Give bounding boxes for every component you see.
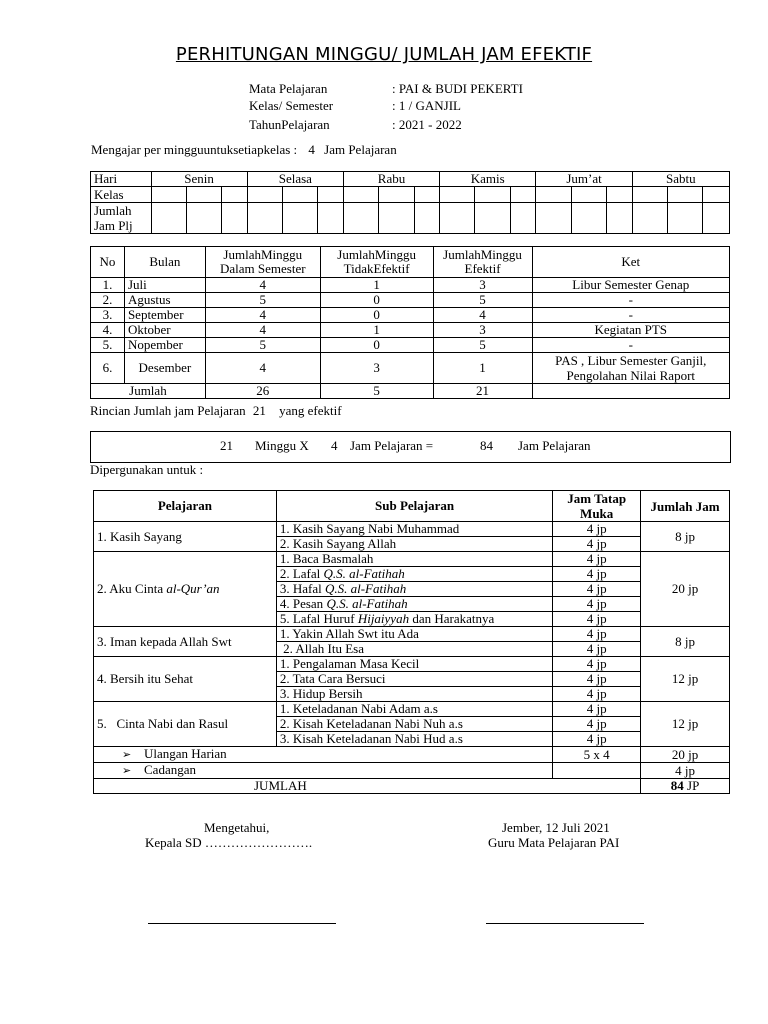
sig-right-line1: Jember, 12 Juli 2021 [502, 820, 610, 835]
formula-jp: 4 [331, 438, 338, 453]
arrow-bullet-icon: ➢ [122, 749, 132, 761]
table-row: 3. Hidup Bersih 4 jp [94, 687, 730, 702]
table-row: 3. Kisah Keteladanan Nabi Hud a.s 4 jp [94, 732, 730, 747]
table-row: 3. September 4 0 4 - [91, 308, 730, 323]
table-row: 6. Desember 4 3 1 PAS , Libur Semester Ganjil, Pengolahan Nilai Raport [91, 353, 730, 384]
schedule-row-jumlah: Jumlah Jam Plj [91, 203, 730, 234]
table-row: 4. Bersih itu Sehat 1. Pengalaman Masa Kecil 4 jp 12 jp [94, 657, 730, 672]
sig-left-line2: Kepala SD ……………………. [145, 835, 313, 850]
rincian-line: Rincian Jumlah jam Pelajaran 21 yang efektif [90, 403, 342, 418]
formula-jp-eq: Jam Pelajaran = [350, 438, 434, 453]
formula-weeks: 21 [220, 438, 233, 453]
table-row: 2. Kisah Keteladanan Nabi Nuh a.s 4 jp [94, 717, 730, 732]
weeks-table [90, 246, 730, 399]
ulangan-row: ➢ Ulangan Harian 5 x 4 20 jp [94, 747, 730, 763]
table-row: 2. Agustus 5 0 5 - [91, 293, 730, 308]
sig-right-line2: Guru Mata Pelajaran PAI [488, 835, 620, 850]
table-row: 5. Cinta Nabi dan Rasul 1. Keteladanan Nabi Adam a.s 4 jp 12 jp [94, 702, 730, 717]
day-header: Selasa [247, 172, 343, 187]
cadangan-row: ➢ Cadangan 4 jp [94, 763, 730, 779]
table-row: 2. Kasih Sayang Allah 4 jp [94, 537, 730, 552]
day-header: Sabtu [632, 172, 729, 187]
day-header: Senin [151, 172, 247, 187]
day-header: Kamis [440, 172, 536, 187]
usage-table [93, 490, 730, 794]
day-header: Jum’at [536, 172, 632, 187]
dipergunakan-label: Dipergunakan untuk : [90, 462, 204, 477]
weeks-total-row: Jumlah 26 5 21 [91, 384, 730, 399]
table-row: 2. Allah Itu Esa 4 jp [94, 642, 730, 657]
day-header: Rabu [343, 172, 439, 187]
table-row: 2. Aku Cinta al-Qur’an 1. Baca Basmalah 4 jp 20 jp [94, 552, 730, 567]
table-row: 5. Lafal Huruf Hijaiyyah dan Harakatnya 4 jp [94, 612, 730, 627]
meta-mata-pelajaran: Mata Pelajaran : PAI & BUDI PEKERTI [249, 81, 523, 96]
arrow-bullet-icon: ➢ [122, 765, 132, 777]
schedule-row-hari: Hari Senin Selasa Rabu Kamis Jum’at Sabtu [91, 172, 730, 187]
jumlah-row: JUMLAH 84 JP [94, 779, 730, 794]
table-row: 3. Hafal Q.S. al-Fatihah 4 jp [94, 582, 730, 597]
weeks-header-row: No Bulan JumlahMinggu Dalam Semester JumlahMinggu TidakEfektif JumlahMinggu Efektif Ket [91, 247, 730, 278]
formula-unit: Jam Pelajaran [518, 438, 591, 453]
page-title: PERHITUNGAN MINGGU/ JUMLAH JAM EFEKTIF [175, 44, 593, 65]
meta-kelas-semester: Kelas/ Semester : 1 / GANJIL [249, 98, 461, 113]
table-row: 4. Oktober 4 1 3 Kegiatan PTS [91, 323, 730, 338]
sig-left-underline [148, 923, 336, 924]
table-row: 4. Pesan Q.S. al-Fatihah 4 jp [94, 597, 730, 612]
schedule-table [90, 171, 730, 234]
table-row: 5. Nopember 5 0 5 - [91, 338, 730, 353]
usage-header-row: Pelajaran Sub Pelajaran Jam Tatap Muka Jumlah Jam [94, 491, 730, 522]
table-row: 2. Tata Cara Bersuci 4 jp [94, 672, 730, 687]
sig-right-underline [486, 923, 644, 924]
mengajar-line: Mengajar per mingguuntuksetiapkelas : 4 Jam Pelajaran [91, 142, 397, 157]
table-row: 1. Juli 4 1 3 Libur Semester Genap [91, 278, 730, 293]
formula-minggu-x: Minggu X [255, 438, 309, 453]
schedule-row-kelas: Kelas [91, 187, 730, 203]
table-row: 3. Iman kepada Allah Swt 1. Yakin Allah Swt itu Ada 4 jp 8 jp [94, 627, 730, 642]
table-row: 1. Kasih Sayang 1. Kasih Sayang Nabi Muhammad 4 jp 8 jp [94, 522, 730, 537]
sig-left-line1: Mengetahui, [204, 820, 270, 835]
formula-result: 84 [480, 438, 493, 453]
table-row: 2. Lafal Q.S. al-Fatihah 4 jp [94, 567, 730, 582]
meta-tahun-pelajaran: TahunPelajaran : 2021 - 2022 [249, 117, 462, 132]
